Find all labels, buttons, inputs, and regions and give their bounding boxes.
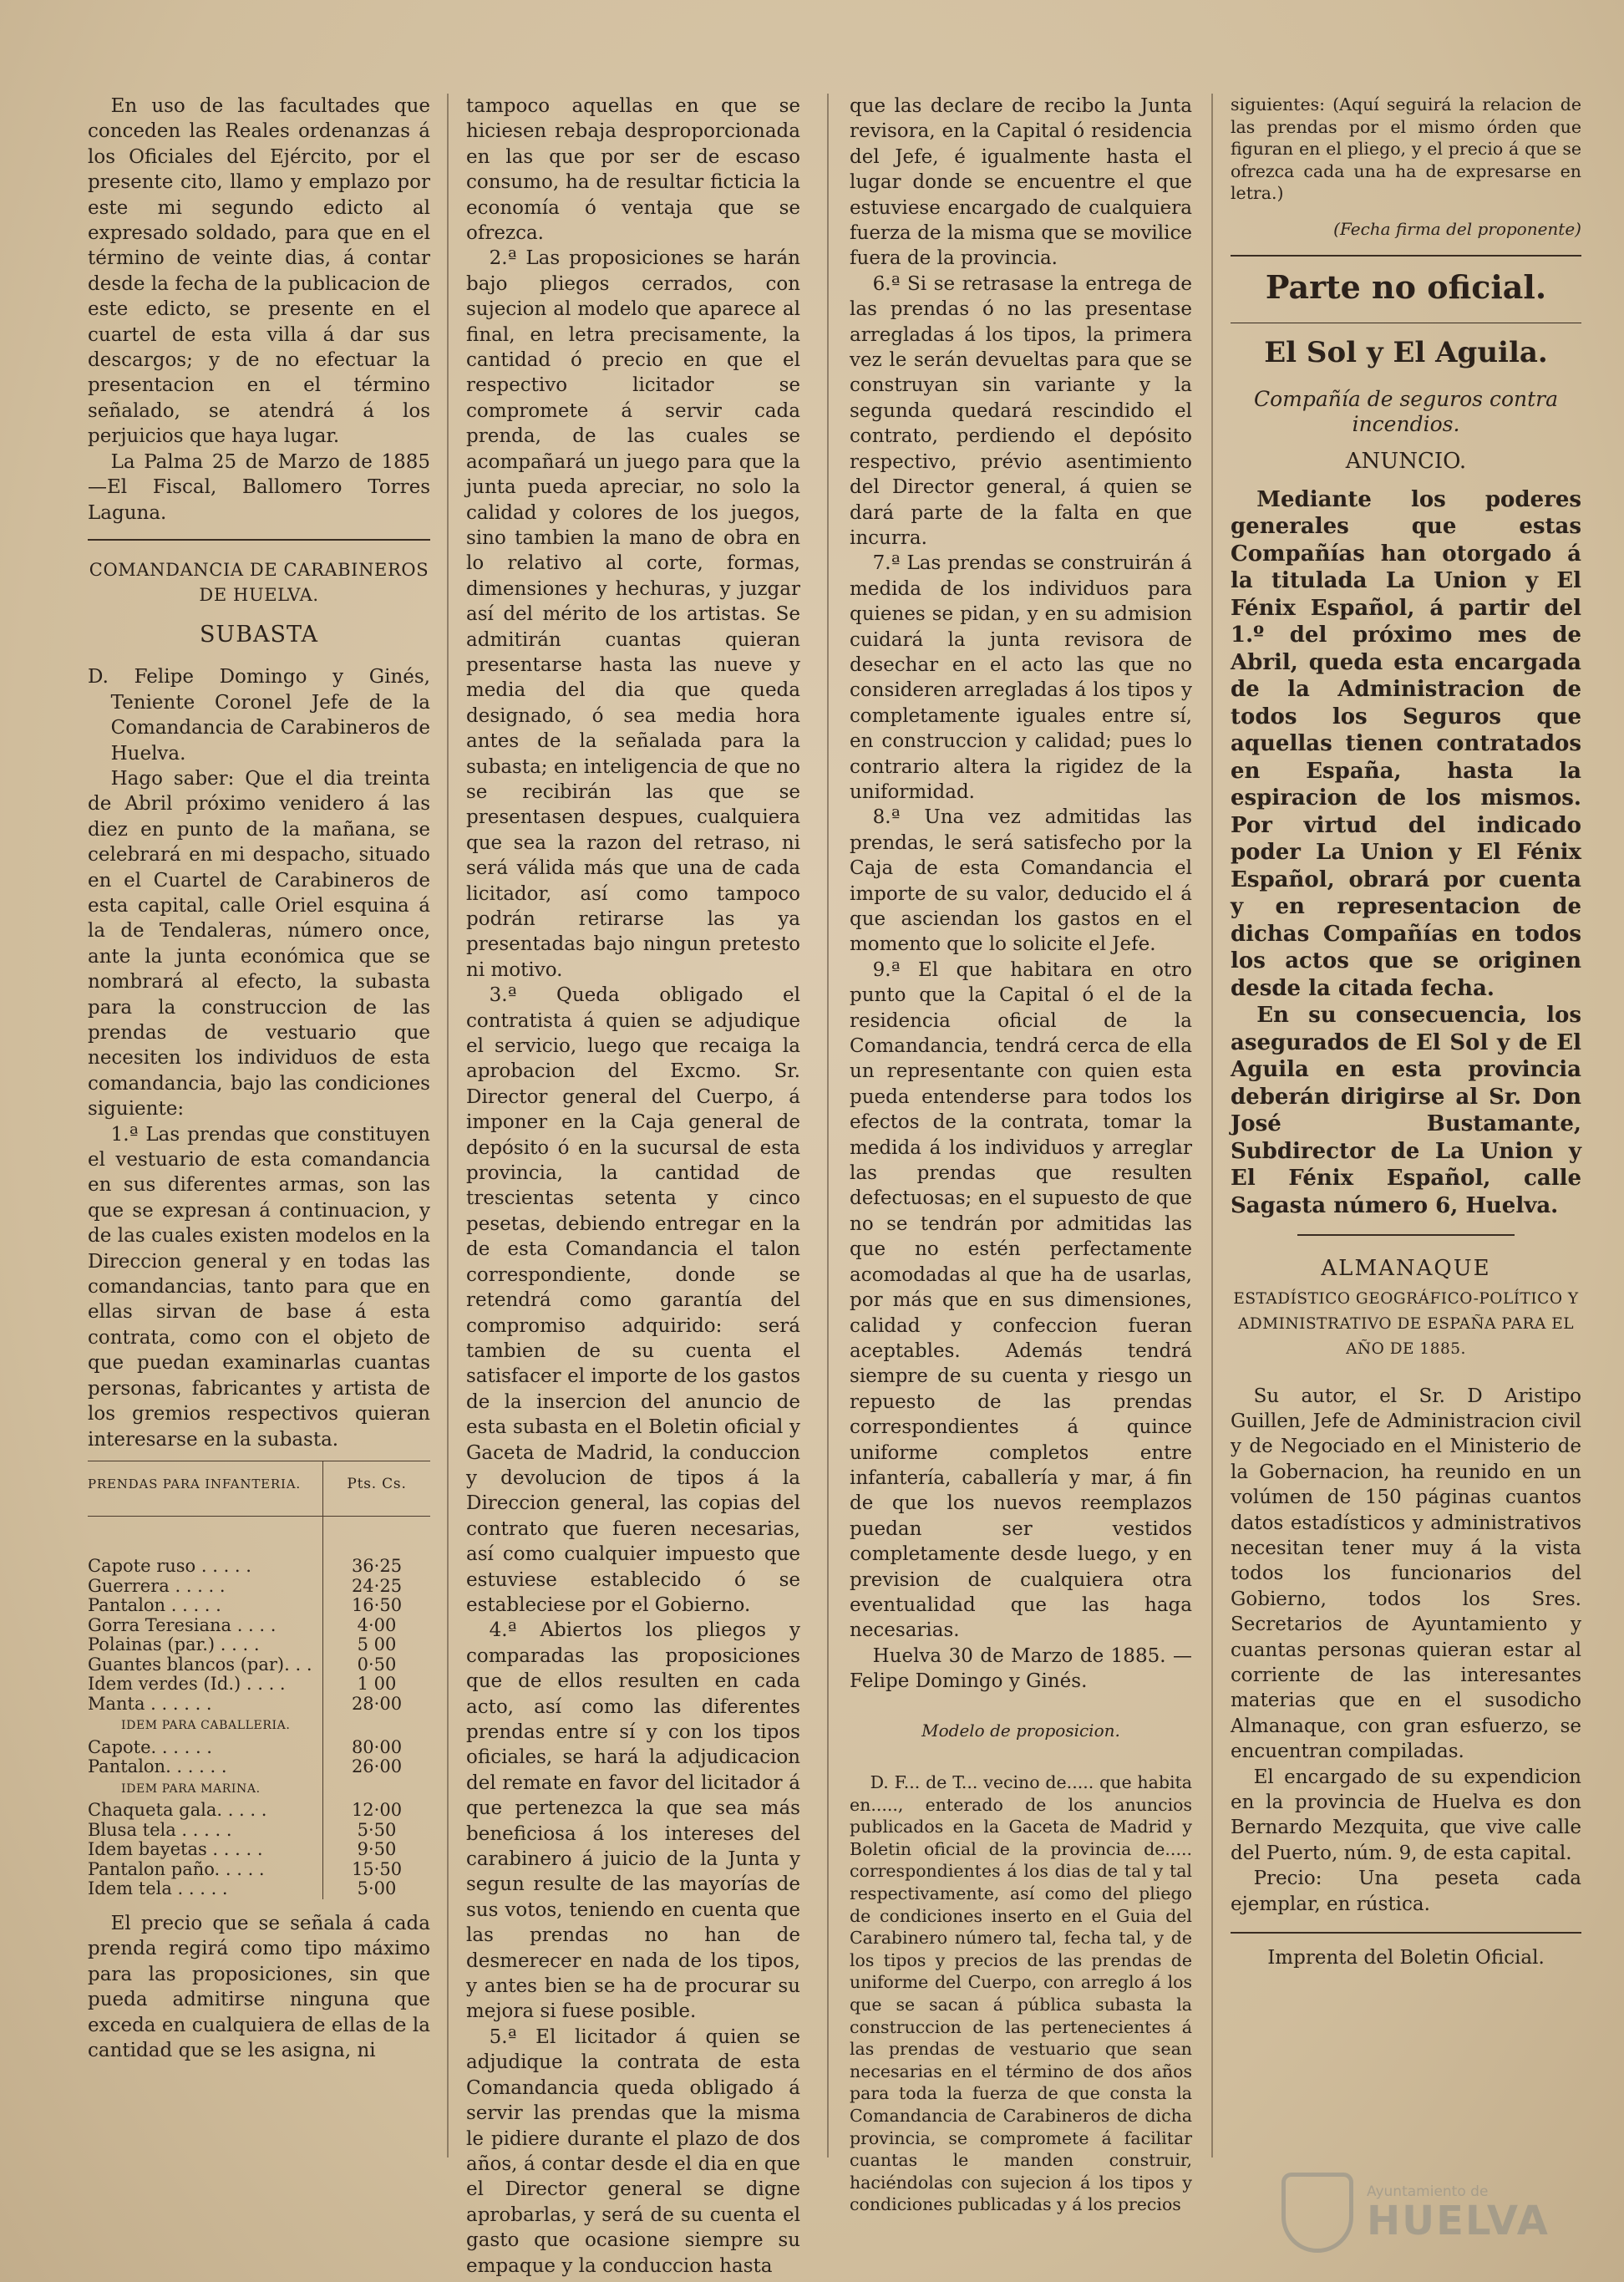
watermark-text-big: HUELVA	[1367, 2198, 1550, 2244]
edict-paragraph: En uso de las facultades que conceden las Reales ordenanzas á los Oficiales del Ejército, por el presente cito, llamo y emplazo por este mi segundo edicto al expresado soldado, para que en el término de veinte dias, á contar desde la fecha de la publicacion de este edicto, se presente en el cuartel de esta villa á dar sus descargos; y de no efectuar la presentacion en el término señalado, se atendrá á los perjuicios que haya lugar.	[88, 95, 430, 448]
section-rule	[1297, 1234, 1515, 1236]
table-group-label: IDEM PARA MARINA.	[88, 1777, 430, 1802]
condition-7: 7.ª Las prendas se construirán á medida de los individuos para quienes se pidan, y en su admision cuidará la junta revisora de desechar en el acto las que no consideren arregladas á los tipos y completamente iguales entre sí, en construccion y calidad; pues lo contrario altera la rigidez de la uniformidad.	[850, 552, 1192, 803]
table-row: Guerrera . . . . . 24·25	[88, 1577, 430, 1597]
table-row: Polainas (par.) . . . . 5 00	[88, 1635, 430, 1655]
table-row: Capote ruso . . . . . 36·25	[88, 1517, 430, 1577]
table-row: Pantalon . . . . . 16·50	[88, 1596, 430, 1616]
parte-no-oficial-heading: Parte no oficial.	[1265, 268, 1547, 307]
model-text: D. F... de T... vecino de..... que habita en....., enterado de los anuncios publicados en la Gaceta de Madrid y Boletin oficial de la provincia de..... correspondientes á los dias de tal y tal respectivamente, así como del pliego de condiciones inserto en el Guia del Carabinero número tal, fecha tal, y de los tipos y precios de las prendas de uniforme del Cuerpo, con arreglo á los que se sacan á pública subasta la construccion de las pertenecientes á las prendas de vestuario que sean necesarias en el término de dos años para toda la fuerza de que consta la Comandancia de Carabineros de dicha provincia, se compromete á facilitar cuantas le manden construir, haciéndolas con sujecion á los tipos y condiciones publicadas y á los precios	[850, 1772, 1192, 2215]
company-name: El Sol y El Aguila.	[1264, 335, 1548, 369]
condition-6: 6.ª Si se retrasase la entrega de las prendas ó no las presentase arregladas á los tipos, la primera vez le serán devueltas para que se construyan sin variante y la segunda quedará rescindido el contrato, perdiendo el depósito respectivo, prévio asentimiento del Director general, á quien se dará parte de la falta en que incurra.	[850, 272, 1192, 549]
table-row: Chaqueta gala. . . . . 12·00	[88, 1801, 430, 1821]
subasta-condition-1: 1.ª Las prendas que constituyen el vestuario de esta comandancia en sus diferentes armas, son las que se expresan á continuacion, y de las cuales existen modelos en la Direccion general y en todas las comandancias, tanto para que en ellas sirvan de base á esta contrata, como con el objeto de que puedan examinarlas cuantas personas, fabricantes y artista de los gremios respectivos quieran interesarse en la subasta.	[88, 1123, 430, 1451]
imprenta-footer: Imprenta del Boletin Oficial.	[1267, 1947, 1545, 1969]
column-1	[88, 94, 430, 2063]
column-3	[850, 94, 1192, 2216]
table-row: Gorra Teresiana . . . . 4·00	[88, 1616, 430, 1636]
almanaque-price: Precio: Una peseta cada ejemplar, en rústica.	[1231, 1868, 1581, 1915]
column-divider	[827, 94, 829, 2157]
table-row: Blusa tela . . . . . 5·50	[88, 1821, 430, 1841]
edict-signature: La Palma 25 de Marzo de 1885 —El Fiscal, Ballomero Torres Laguna.	[88, 450, 430, 524]
table-row: Idem verdes (Id.) . . . . 1 00	[88, 1675, 430, 1695]
section-rule	[1231, 1932, 1581, 1934]
table-row: Guantes blancos (par). . . 0·50	[88, 1655, 430, 1675]
model-continuation: siguientes: (Aquí seguirá la relacion de las prendas por el mismo órden que figuran en el pliego, y el precio á que se ofrezca cada una ha de expresarse en letra.)	[1231, 94, 1581, 204]
column-4	[1231, 94, 1581, 1970]
anuncio-paragraph: En su consecuencia, los asegurados de El Sol y de El Aguila en esta provincia deberán dirigirse al Sr. Don José Bustamante, Subdirector de La Union y El Fénix Español, calle Sagasta número 6, Huelva.	[1231, 1003, 1581, 1218]
anuncio-paragraph: Mediante los poderes generales que estas Compañías han otorgado á la titulada La Union y El Fénix Español, á partir del 1.º del próximo mes de Abril, queda esta encargada de la Administracion de todos los Seguros que aquellas tienen contratados en España, hasta la espiracion de los mismos. Por virtud del indicado poder La Union y El Fénix Español, obrará por cuenta y en representacion de dichas Compañías en todos los actos que se originen desde la citada fecha.	[1231, 486, 1581, 1001]
condition-9: 9.ª El que habitara en otro punto que la Capital ó el de la residencia oficial de la Comandancia, tendrá cerca de ella un representante con quien esta pueda entenderse para todos los efectos de la contrata, tomar la medida á los individuos y arreglar las prendas que resulten defectuosas; en el supuesto de que no se tendrán por admitidas las que no estén perfectamente acomodadas al que ha de usarlas, por más que en sus dimensiones, calidad y confeccion fueran aceptables. Además tendrá siempre de su cuenta y riesgo un repuesto de las prendas correspondientes á quince uniforme completos entre infantería, caballería y mar, á fin de que los nuevos reemplazos puedan ser vestidos completamente desde luego, y en prevision de cualquiera otra eventualidad que las haga necesarias.	[850, 958, 1192, 1642]
model-title: Modelo de proposicion.	[921, 1720, 1120, 1741]
section-rule	[1231, 255, 1581, 257]
subasta-paragraph: Hago saber: Que el dia treinta de Abril próximo venidero á las diez en punto de la mañana, se celebrará en mi despacho, situado en el Cuartel de Carabineros de esta capital, calle Oriel esquina á la de Tendaleras, número once, ante la junta económica que se nombrará al efecto, la subasta para la construccion de las prendas de vestuario que necesiten los individuos de esta comandancia, bajo las condiciones siguiente:	[88, 767, 430, 1121]
almanaque-paragraph: Su autor, el Sr. D Aristipo Guillen, Jefe de Administracion civil y de Negociado en el Ministerio de la Gobernacion, ha reunido en un volúmen de 150 páginas cuantos datos estadísticos y administrativos necesitan tener muy á la vista todos los funcionarios del Gobierno, todos los Sres. Secretarios de Ayuntamiento y cuantas personas quieran estar al corriente de las interesantes materias que en el susodicho Almanaque, con gran esfuerzo, se encuentran compiladas.	[1231, 1385, 1581, 1763]
crest-icon	[1281, 2173, 1353, 2253]
section-rule	[88, 539, 430, 541]
table-row: Capote. . . . . . 80·00	[88, 1738, 430, 1758]
almanaque-subtitle: ESTADÍSTICO GEOGRÁFICO-POLÍTICO Y ADMINISTRATIVO DE ESPAÑA PARA EL AÑO DE 1885.	[1233, 1289, 1579, 1358]
archive-watermark	[1281, 2167, 1557, 2259]
condition-4: 4.ª Abiertos los pliegos y comparadas las proposiciones que de ellos resulten en cada acto, así como las diferentes prendas entre sí y con los tipos oficiales, se hará la adjudicacion del remate en favor del licitador á que pertenezca la que sea más beneficiosa á los intereses del carabinero á juicio de la Junta y segun resulte de las mayorías de sus votos, teniendo en cuenta que las prendas no han de desmerecer en nada de los tipos, y antes bien se ha de procurar su mejora si fuese posible.	[466, 1619, 800, 2023]
condition-8: 8.ª Una vez admitidas las prendas, le será satisfecho por la Caja de esta Comandancia el importe de su valor, deducido el á que asciendan los gastos en el momento que lo solicite el Jefe.	[850, 806, 1192, 956]
condition-paragraph: que las declare de recibo la Junta revisora, en la Capital ó residencia del Jefe, é igualmente hasta el lugar donde se encuentre el que estuviese encargado de cualquiera fuerza de la misma que se movilice fuera de la provincia.	[850, 95, 1192, 270]
table-row: Manta . . . . . . 28·00	[88, 1695, 430, 1715]
column-divider	[447, 94, 449, 2157]
column-divider	[1211, 94, 1213, 2157]
subasta-intro: D. Felipe Domingo y Ginés, Teniente Coronel Jefe de la Comandancia de Carabineros de Huelva.	[88, 666, 430, 765]
condition-2: 2.ª Las proposiciones se harán bajo pliegos cerrados, con sujecion al modelo que aparece al final, en letra precisamente, la cantidad ó precio en que el respectivo licitador se compromete á servir cada prenda, de las cuales se acompañará un juego para que la junta pueda apreciar, no solo la calidad y colores de los juegos, sino tambien la mano de obra en lo relativo al corte, formas, dimensiones y hechuras, y juzgar así del mérito de los artistas. Se admitirán cuantas quieran presentarse hasta las nueve y media del dia que queda designado, ó sea media hora antes de la señalada para la subasta; en inteligencia de que no se recibirán las que se presentasen despues, cualquiera que sea la razon del retraso, ni será válida más que una de cada licitador, así como tampoco podrán retirarse las ya presentadas bajo ningun pretesto ni motivo.	[466, 247, 800, 981]
table-row: Pantalon paño. . . . . 15·50	[88, 1860, 430, 1880]
table-row: Idem bayetas . . . . . 9·50	[88, 1840, 430, 1860]
condition-5: 5.ª El licitador á quien se adjudique la contrata de esta Comandancia queda obligado á servir las prendas que la misma le pidiere durante el plazo de dos años, á contar desde el dia en que el Director general se digne aprobarlas, y será de su cuenta el gasto que ocasione siempre su empaque y la conduccion hasta	[466, 2025, 800, 2277]
price-table-header-item: PRENDAS PARA INFANTERIA.	[88, 1461, 323, 1517]
anuncio-title: ANUNCIO.	[1345, 449, 1467, 475]
almanaque-title: ALMANAQUE	[1321, 1256, 1491, 1282]
table-group-label: IDEM PARA CABALLERIA.	[88, 1714, 430, 1738]
table-row: Idem tela . . . . . 5·00	[88, 1879, 430, 1899]
condition-paragraph: tampoco aquellas en que se hiciesen rebaja desproporcionada en las que por ser de escaso consumo, ha de resultar ficticia la economía ó ventaja que se ofrezca.	[466, 95, 800, 245]
subasta-title: SUBASTA	[199, 621, 319, 648]
price-table	[88, 1461, 430, 1899]
watermark-text-small: Ayuntamiento de	[1367, 2183, 1489, 2200]
model-signature: (Fecha firma del proponente)	[1333, 218, 1581, 239]
subasta-signature: Huelva 30 de Marzo de 1885. —Felipe Domingo y Ginés.	[850, 1644, 1192, 1693]
after-table-paragraph: El precio que se señala á cada prenda regirá como tipo máximo para las proposiciones, sin que pueda admitirse ninguna que exceda en cualquiera de ellas de la cantidad que se les asigna, ni	[88, 1912, 430, 2061]
company-subtitle: Compañía de seguros contra incendios.	[1253, 387, 1559, 437]
table-row: Pantalon. . . . . . 26·00	[88, 1757, 430, 1777]
section-heading: COMANDANCIA DE CARABINEROS DE HUELVA.	[89, 559, 429, 605]
price-table-header-price: Pts. Cs.	[323, 1461, 431, 1517]
condition-3: 3.ª Queda obligado el contratista á quien se adjudique el servicio, luego que recaiga la aprobacion del Excmo. Sr. Director general del Cuerpo, á imponer en la Caja general de depósito ó en la sucursal de esta provincia, la cantidad de trescientas setenta y cinco pesetas, debiendo entregar en la de esta Comandancia el talon correspondiente, donde se retendrá como garantía del compromiso adquirido: será tambien de su cuenta el satisfacer el importe de los gastos de la insercion del anuncio de esta subasta en el Boletin oficial y Gaceta de Madrid, la conduccion y devolucion de tipos á la Direccion general, las copias del contrato que fueren necesarias, así como cualquier impuesto que estuviese establecido ó se estableciese por el Gobierno.	[466, 984, 800, 1616]
almanaque-paragraph: El encargado de su expendicion en la provincia de Huelva es don Bernardo Mezquita, que vive calle del Puerto, núm. 9, de esta capital.	[1231, 1766, 1581, 1864]
column-2	[466, 94, 800, 2279]
